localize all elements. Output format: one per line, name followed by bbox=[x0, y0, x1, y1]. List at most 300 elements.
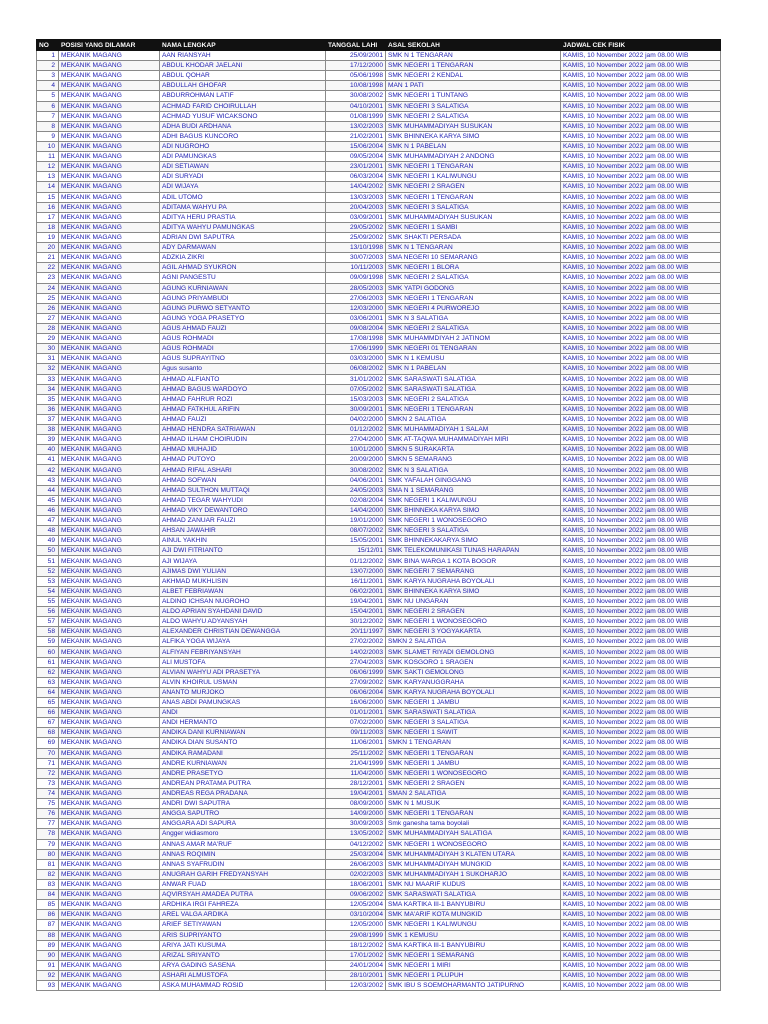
cell-schedule: KAMIS, 10 November 2022 jam 08.00 WIB bbox=[561, 758, 721, 768]
cell-birth-date: 09/08/2004 bbox=[326, 323, 386, 333]
table-row bbox=[37, 778, 721, 788]
cell-birth-date: 01/12/2002 bbox=[326, 556, 386, 566]
table-row bbox=[37, 111, 721, 121]
cell-full-name: ADI SURYADI bbox=[160, 172, 326, 182]
cell-position: MEKANIK MAGANG bbox=[59, 334, 160, 344]
table-row bbox=[37, 607, 721, 617]
cell-full-name: ANDI HERMANTO bbox=[160, 718, 326, 728]
cell-position: MEKANIK MAGANG bbox=[59, 192, 160, 202]
cell-school: SMK MUHAMMADIYAH MUNGKID bbox=[386, 859, 561, 869]
cell-birth-date: 16/06/2000 bbox=[326, 698, 386, 708]
cell-birth-date: 15/06/2004 bbox=[326, 141, 386, 151]
cell-full-name: AHMAD HENDRA SATRIAWAN bbox=[160, 425, 326, 435]
table-row bbox=[37, 182, 721, 192]
table-row bbox=[37, 212, 721, 222]
cell-birth-date: 03/09/2001 bbox=[326, 212, 386, 222]
cell-no: 51 bbox=[37, 556, 59, 566]
cell-birth-date: 28/10/2001 bbox=[326, 970, 386, 980]
cell-full-name: AHMAD ZANUAR FAUZI bbox=[160, 516, 326, 526]
cell-schedule: KAMIS, 10 November 2022 jam 08.00 WIB bbox=[561, 607, 721, 617]
table-row bbox=[37, 748, 721, 758]
cell-schedule: KAMIS, 10 November 2022 jam 08.00 WIB bbox=[561, 111, 721, 121]
cell-schedule: KAMIS, 10 November 2022 jam 08.00 WIB bbox=[561, 546, 721, 556]
cell-position: MEKANIK MAGANG bbox=[59, 202, 160, 212]
cell-full-name: ADZKIA ZIKRI bbox=[160, 253, 326, 263]
table-row bbox=[37, 243, 721, 253]
cell-school: SMK AT-TAQWA MUHAMMADIYAH MIRI bbox=[386, 435, 561, 445]
cell-schedule: KAMIS, 10 November 2022 jam 08.00 WIB bbox=[561, 900, 721, 910]
cell-position: MEKANIK MAGANG bbox=[59, 384, 160, 394]
cell-schedule: KAMIS, 10 November 2022 jam 08.00 WIB bbox=[561, 687, 721, 697]
cell-birth-date: 31/01/2002 bbox=[326, 374, 386, 384]
cell-position: MEKANIK MAGANG bbox=[59, 819, 160, 829]
cell-birth-date: 17/06/1999 bbox=[326, 344, 386, 354]
cell-birth-date: 15/04/2001 bbox=[326, 607, 386, 617]
cell-birth-date: 11/04/2000 bbox=[326, 768, 386, 778]
cell-position: MEKANIK MAGANG bbox=[59, 718, 160, 728]
cell-school: SMK MUHAMMDIYAH 2 JATINOM bbox=[386, 334, 561, 344]
cell-school: SMK NEGERI 2 SRAGEN bbox=[386, 607, 561, 617]
cell-birth-date: 14/04/2002 bbox=[326, 182, 386, 192]
table-row bbox=[37, 576, 721, 586]
cell-position: MEKANIK MAGANG bbox=[59, 374, 160, 384]
cell-schedule: KAMIS, 10 November 2022 jam 08.00 WIB bbox=[561, 809, 721, 819]
cell-full-name: ANDIKA RAMADANI bbox=[160, 748, 326, 758]
cell-school: SMK NEGERI 1 KALIWUNGU bbox=[386, 495, 561, 505]
table-row bbox=[37, 758, 721, 768]
table-row bbox=[37, 141, 721, 151]
cell-full-name: ADITYA HERU PRASTIA bbox=[160, 212, 326, 222]
cell-full-name: ANDIKA DANI KURNIAWAN bbox=[160, 728, 326, 738]
cell-birth-date: 03/03/2000 bbox=[326, 354, 386, 364]
cell-birth-date: 19/04/2001 bbox=[326, 596, 386, 606]
cell-school: SMK SARASWATI SALATIGA bbox=[386, 384, 561, 394]
cell-birth-date: 27/06/2003 bbox=[326, 293, 386, 303]
cell-school: SMK KARYA NUGRAHA BOYOLALI bbox=[386, 576, 561, 586]
cell-birth-date: 25/09/2002 bbox=[326, 232, 386, 242]
cell-schedule: KAMIS, 10 November 2022 jam 08.00 WIB bbox=[561, 364, 721, 374]
cell-full-name: AHSAN JAWAHIR bbox=[160, 526, 326, 536]
table-row bbox=[37, 425, 721, 435]
cell-school: SMK NEGERI 1 TENGARAN bbox=[386, 293, 561, 303]
cell-position: MEKANIK MAGANG bbox=[59, 768, 160, 778]
cell-full-name: AQVIRSYAH AMADEA PUTRA bbox=[160, 890, 326, 900]
cell-schedule: KAMIS, 10 November 2022 jam 08.00 WIB bbox=[561, 303, 721, 313]
cell-full-name: ARDHIKA IRGI FAHREZA bbox=[160, 900, 326, 910]
table-row bbox=[37, 981, 721, 991]
cell-schedule: KAMIS, 10 November 2022 jam 08.00 WIB bbox=[561, 981, 721, 991]
cell-full-name: AGUNG KURNIAWAN bbox=[160, 283, 326, 293]
cell-full-name: ABDUL QOHAR bbox=[160, 71, 326, 81]
cell-birth-date: 13/03/2003 bbox=[326, 192, 386, 202]
cell-no: 93 bbox=[37, 981, 59, 991]
cell-schedule: KAMIS, 10 November 2022 jam 08.00 WIB bbox=[561, 445, 721, 455]
cell-schedule: KAMIS, 10 November 2022 jam 08.00 WIB bbox=[561, 920, 721, 930]
cell-birth-date: 04/06/2001 bbox=[326, 475, 386, 485]
cell-schedule: KAMIS, 10 November 2022 jam 08.00 WIB bbox=[561, 81, 721, 91]
cell-no: 75 bbox=[37, 799, 59, 809]
cell-school: SMK NEGERI 2 SALATIGA bbox=[386, 111, 561, 121]
table-row bbox=[37, 546, 721, 556]
cell-schedule: KAMIS, 10 November 2022 jam 08.00 WIB bbox=[561, 617, 721, 627]
cell-position: MEKANIK MAGANG bbox=[59, 839, 160, 849]
table-row bbox=[37, 849, 721, 859]
cell-birth-date: 12/03/2002 bbox=[326, 981, 386, 991]
cell-position: MEKANIK MAGANG bbox=[59, 354, 160, 364]
cell-position: MEKANIK MAGANG bbox=[59, 829, 160, 839]
cell-no: 18 bbox=[37, 222, 59, 232]
cell-schedule: KAMIS, 10 November 2022 jam 08.00 WIB bbox=[561, 61, 721, 71]
table-row bbox=[37, 910, 721, 920]
table-row bbox=[37, 404, 721, 414]
table-row bbox=[37, 879, 721, 889]
cell-schedule: KAMIS, 10 November 2022 jam 08.00 WIB bbox=[561, 960, 721, 970]
table-row bbox=[37, 303, 721, 313]
cell-schedule: KAMIS, 10 November 2022 jam 08.00 WIB bbox=[561, 647, 721, 657]
cell-school: SMA NEGERI 10 SEMARANG bbox=[386, 253, 561, 263]
cell-full-name: AJI WIJAYA bbox=[160, 556, 326, 566]
cell-full-name: ANANTO MURJOKO bbox=[160, 687, 326, 697]
cell-position: MEKANIK MAGANG bbox=[59, 667, 160, 677]
table-row bbox=[37, 960, 721, 970]
cell-birth-date: 10/11/2003 bbox=[326, 263, 386, 273]
cell-schedule: KAMIS, 10 November 2022 jam 08.00 WIB bbox=[561, 738, 721, 748]
cell-birth-date: 17/01/2002 bbox=[326, 950, 386, 960]
cell-school: SMKN 1 TENGARAN bbox=[386, 738, 561, 748]
table-row bbox=[37, 51, 721, 61]
table-row bbox=[37, 788, 721, 798]
cell-position: MEKANIK MAGANG bbox=[59, 708, 160, 718]
table-row bbox=[37, 172, 721, 182]
cell-position: MEKANIK MAGANG bbox=[59, 698, 160, 708]
cell-birth-date: 01/01/2001 bbox=[326, 708, 386, 718]
cell-full-name: ADHA BUDI ARDHANA bbox=[160, 121, 326, 131]
cell-schedule: KAMIS, 10 November 2022 jam 08.00 WIB bbox=[561, 576, 721, 586]
cell-full-name: AGUNG PRIYAMBUDI bbox=[160, 293, 326, 303]
cell-no: 87 bbox=[37, 920, 59, 930]
cell-no: 1 bbox=[37, 51, 59, 61]
cell-birth-date: 20/04/2003 bbox=[326, 202, 386, 212]
cell-school: SMK N 3 SALATIGA bbox=[386, 313, 561, 323]
cell-no: 69 bbox=[37, 738, 59, 748]
cell-full-name: ANGGARA ADI SAPURA bbox=[160, 819, 326, 829]
cell-no: 21 bbox=[37, 253, 59, 263]
cell-position: MEKANIK MAGANG bbox=[59, 131, 160, 141]
table-row bbox=[37, 131, 721, 141]
cell-no: 48 bbox=[37, 526, 59, 536]
table-row bbox=[37, 677, 721, 687]
cell-full-name: AJI DWI FITRIANTO bbox=[160, 546, 326, 556]
cell-position: MEKANIK MAGANG bbox=[59, 890, 160, 900]
header-position: POSISI YANG DILAMAR bbox=[59, 40, 160, 51]
cell-position: MEKANIK MAGANG bbox=[59, 505, 160, 515]
cell-schedule: KAMIS, 10 November 2022 jam 08.00 WIB bbox=[561, 778, 721, 788]
header-birth-date: TANGGAL LAHI bbox=[326, 40, 386, 51]
cell-full-name: ADITAMA WAHYU PA bbox=[160, 202, 326, 212]
cell-position: MEKANIK MAGANG bbox=[59, 222, 160, 232]
cell-no: 16 bbox=[37, 202, 59, 212]
cell-position: MEKANIK MAGANG bbox=[59, 970, 160, 980]
cell-position: MEKANIK MAGANG bbox=[59, 293, 160, 303]
table-row bbox=[37, 667, 721, 677]
cell-school: SMK NEGERI 1 BLORA bbox=[386, 263, 561, 273]
cell-schedule: KAMIS, 10 November 2022 jam 08.00 WIB bbox=[561, 869, 721, 879]
cell-position: MEKANIK MAGANG bbox=[59, 283, 160, 293]
cell-position: MEKANIK MAGANG bbox=[59, 495, 160, 505]
cell-school: SMK BHINNEKAKARYA SIMO bbox=[386, 536, 561, 546]
cell-position: MEKANIK MAGANG bbox=[59, 182, 160, 192]
header-no: NO bbox=[37, 40, 59, 51]
cell-position: MEKANIK MAGANG bbox=[59, 172, 160, 182]
cell-position: MEKANIK MAGANG bbox=[59, 212, 160, 222]
cell-no: 19 bbox=[37, 232, 59, 242]
table-header-row bbox=[37, 40, 721, 51]
cell-schedule: KAMIS, 10 November 2022 jam 08.00 WIB bbox=[561, 354, 721, 364]
cell-school: SMK NEGERI 1 TENGARAN bbox=[386, 809, 561, 819]
cell-schedule: KAMIS, 10 November 2022 jam 08.00 WIB bbox=[561, 475, 721, 485]
table-row bbox=[37, 900, 721, 910]
cell-no: 8 bbox=[37, 121, 59, 131]
cell-schedule: KAMIS, 10 November 2022 jam 08.00 WIB bbox=[561, 232, 721, 242]
cell-school: SMK NEGERI 2 SRAGEN bbox=[386, 778, 561, 788]
cell-school: SMK NEGERI 3 YOGYAKARTA bbox=[386, 627, 561, 637]
cell-schedule: KAMIS, 10 November 2022 jam 08.00 WIB bbox=[561, 556, 721, 566]
cell-position: MEKANIK MAGANG bbox=[59, 930, 160, 940]
cell-no: 88 bbox=[37, 930, 59, 940]
cell-full-name: ANDRI DWI SAPUTRA bbox=[160, 799, 326, 809]
cell-no: 38 bbox=[37, 425, 59, 435]
cell-school: SMK MUHAMMADIYAH SALATIGA bbox=[386, 829, 561, 839]
cell-position: MEKANIK MAGANG bbox=[59, 121, 160, 131]
cell-school: SMK N 1 TENGARAN bbox=[386, 51, 561, 61]
cell-no: 63 bbox=[37, 677, 59, 687]
cell-school: SMK YATPI GODONG bbox=[386, 283, 561, 293]
cell-school: SMK NEGERI 4 PURWOREJO bbox=[386, 303, 561, 313]
table-row bbox=[37, 61, 721, 71]
cell-position: MEKANIK MAGANG bbox=[59, 253, 160, 263]
cell-school: SMK NEGERI 2 SALATIGA bbox=[386, 273, 561, 283]
cell-position: MEKANIK MAGANG bbox=[59, 344, 160, 354]
cell-birth-date: 18/12/2002 bbox=[326, 940, 386, 950]
cell-position: MEKANIK MAGANG bbox=[59, 323, 160, 333]
table-row bbox=[37, 354, 721, 364]
cell-schedule: KAMIS, 10 November 2022 jam 08.00 WIB bbox=[561, 748, 721, 758]
cell-birth-date: 30/08/2002 bbox=[326, 465, 386, 475]
cell-school: SMA N 1 SEMARANG bbox=[386, 485, 561, 495]
cell-no: 91 bbox=[37, 960, 59, 970]
header-schedule: JADWAL CEK FISIK bbox=[561, 40, 721, 51]
cell-no: 76 bbox=[37, 809, 59, 819]
cell-schedule: KAMIS, 10 November 2022 jam 08.00 WIB bbox=[561, 131, 721, 141]
table-row bbox=[37, 596, 721, 606]
cell-position: MEKANIK MAGANG bbox=[59, 101, 160, 111]
table-row bbox=[37, 738, 721, 748]
cell-schedule: KAMIS, 10 November 2022 jam 08.00 WIB bbox=[561, 384, 721, 394]
table-row bbox=[37, 162, 721, 172]
cell-birth-date: 27/02/2002 bbox=[326, 637, 386, 647]
cell-school: SMK NEGERI 1 WONOSEGORO bbox=[386, 839, 561, 849]
cell-no: 23 bbox=[37, 273, 59, 283]
candidate-table bbox=[36, 39, 721, 991]
cell-schedule: KAMIS, 10 November 2022 jam 08.00 WIB bbox=[561, 566, 721, 576]
cell-no: 53 bbox=[37, 576, 59, 586]
cell-schedule: KAMIS, 10 November 2022 jam 08.00 WIB bbox=[561, 667, 721, 677]
cell-no: 29 bbox=[37, 334, 59, 344]
cell-no: 17 bbox=[37, 212, 59, 222]
cell-birth-date: 04/10/2001 bbox=[326, 101, 386, 111]
table-row bbox=[37, 526, 721, 536]
cell-birth-date: 06/06/1999 bbox=[326, 667, 386, 677]
cell-no: 40 bbox=[37, 445, 59, 455]
cell-full-name: ABDULLAH GHOFAR bbox=[160, 81, 326, 91]
cell-no: 71 bbox=[37, 758, 59, 768]
cell-schedule: KAMIS, 10 November 2022 jam 08.00 WIB bbox=[561, 637, 721, 647]
cell-position: MEKANIK MAGANG bbox=[59, 788, 160, 798]
cell-birth-date: 04/02/2000 bbox=[326, 414, 386, 424]
table-row bbox=[37, 475, 721, 485]
header-full-name: NAMA LENGKAP bbox=[160, 40, 326, 51]
table-row bbox=[37, 516, 721, 526]
cell-position: MEKANIK MAGANG bbox=[59, 394, 160, 404]
cell-position: MEKANIK MAGANG bbox=[59, 566, 160, 576]
cell-no: 65 bbox=[37, 698, 59, 708]
table-row bbox=[37, 384, 721, 394]
table-row bbox=[37, 263, 721, 273]
table-row bbox=[37, 394, 721, 404]
cell-birth-date: 21/04/1999 bbox=[326, 758, 386, 768]
cell-birth-date: 14/09/2000 bbox=[326, 809, 386, 819]
cell-full-name: AHMAD BAGUS WARDOYO bbox=[160, 384, 326, 394]
cell-full-name: AHMAD ALFIANTO bbox=[160, 374, 326, 384]
table-row bbox=[37, 465, 721, 475]
table-row bbox=[37, 768, 721, 778]
cell-schedule: KAMIS, 10 November 2022 jam 08.00 WIB bbox=[561, 425, 721, 435]
cell-schedule: KAMIS, 10 November 2022 jam 08.00 WIB bbox=[561, 839, 721, 849]
cell-full-name: ANDRE KURNIAWAN bbox=[160, 758, 326, 768]
cell-schedule: KAMIS, 10 November 2022 jam 08.00 WIB bbox=[561, 596, 721, 606]
cell-birth-date: 06/08/2002 bbox=[326, 364, 386, 374]
table-row bbox=[37, 920, 721, 930]
cell-full-name: AREL VALGA ARDIKA bbox=[160, 910, 326, 920]
cell-position: MEKANIK MAGANG bbox=[59, 455, 160, 465]
cell-school: SMK SARASWATI SALATIGA bbox=[386, 708, 561, 718]
cell-no: 42 bbox=[37, 465, 59, 475]
cell-schedule: KAMIS, 10 November 2022 jam 08.00 WIB bbox=[561, 495, 721, 505]
cell-position: MEKANIK MAGANG bbox=[59, 232, 160, 242]
cell-schedule: KAMIS, 10 November 2022 jam 08.00 WIB bbox=[561, 192, 721, 202]
cell-no: 45 bbox=[37, 495, 59, 505]
cell-full-name: ALBET FEBRIAWAN bbox=[160, 586, 326, 596]
cell-no: 34 bbox=[37, 384, 59, 394]
cell-schedule: KAMIS, 10 November 2022 jam 08.00 WIB bbox=[561, 414, 721, 424]
cell-position: MEKANIK MAGANG bbox=[59, 536, 160, 546]
table-row bbox=[37, 799, 721, 809]
cell-school: SMK NEGERI 3 SALATIGA bbox=[386, 526, 561, 536]
cell-school: SMK NEGERI 1 WONOSEGORO bbox=[386, 768, 561, 778]
cell-no: 82 bbox=[37, 869, 59, 879]
cell-position: MEKANIK MAGANG bbox=[59, 313, 160, 323]
cell-schedule: KAMIS, 10 November 2022 jam 08.00 WIB bbox=[561, 172, 721, 182]
cell-position: MEKANIK MAGANG bbox=[59, 546, 160, 556]
cell-schedule: KAMIS, 10 November 2022 jam 08.00 WIB bbox=[561, 526, 721, 536]
cell-birth-date: 01/08/1999 bbox=[326, 111, 386, 121]
table-row bbox=[37, 202, 721, 212]
cell-schedule: KAMIS, 10 November 2022 jam 08.00 WIB bbox=[561, 930, 721, 940]
cell-schedule: KAMIS, 10 November 2022 jam 08.00 WIB bbox=[561, 71, 721, 81]
cell-full-name: ASHARI ALMUSTOFA bbox=[160, 970, 326, 980]
cell-school: SMK NEGERI 1 SAWIT bbox=[386, 728, 561, 738]
cell-no: 41 bbox=[37, 455, 59, 465]
cell-position: MEKANIK MAGANG bbox=[59, 364, 160, 374]
table-row bbox=[37, 687, 721, 697]
cell-position: MEKANIK MAGANG bbox=[59, 556, 160, 566]
cell-full-name: ADI WIJAYA bbox=[160, 182, 326, 192]
cell-full-name: ALDO APRIAN SYAHDANI DAVID bbox=[160, 607, 326, 617]
cell-schedule: KAMIS, 10 November 2022 jam 08.00 WIB bbox=[561, 536, 721, 546]
cell-school: SMK BINA WARGA 1 KOTA BOGOR bbox=[386, 556, 561, 566]
table-row bbox=[37, 232, 721, 242]
cell-no: 57 bbox=[37, 617, 59, 627]
table-row bbox=[37, 647, 721, 657]
cell-full-name: AHMAD ILHAM CHOIRUDIN bbox=[160, 435, 326, 445]
cell-school: SMK YAFALAH GINGGANG bbox=[386, 475, 561, 485]
cell-school: SMK N 3 SALATIGA bbox=[386, 465, 561, 475]
cell-no: 79 bbox=[37, 839, 59, 849]
cell-full-name: ACHMAD FARID CHOIRULLAH bbox=[160, 101, 326, 111]
cell-school: SMKN 5 SEMARANG bbox=[386, 455, 561, 465]
cell-full-name: ANAS ABDI PAMUNGKAS bbox=[160, 698, 326, 708]
cell-no: 15 bbox=[37, 192, 59, 202]
cell-school: SMK MUHAMMADIYAH SUSUKAN bbox=[386, 121, 561, 131]
cell-no: 33 bbox=[37, 374, 59, 384]
cell-school: SMK NU MAARIF KUDUS bbox=[386, 879, 561, 889]
cell-no: 49 bbox=[37, 536, 59, 546]
table-row bbox=[37, 586, 721, 596]
cell-birth-date: 09/09/1998 bbox=[326, 273, 386, 283]
cell-no: 4 bbox=[37, 81, 59, 91]
cell-no: 73 bbox=[37, 778, 59, 788]
cell-birth-date: 19/01/2000 bbox=[326, 516, 386, 526]
cell-schedule: KAMIS, 10 November 2022 jam 08.00 WIB bbox=[561, 243, 721, 253]
cell-birth-date: 27/04/2003 bbox=[326, 657, 386, 667]
cell-no: 78 bbox=[37, 829, 59, 839]
cell-schedule: KAMIS, 10 November 2022 jam 08.00 WIB bbox=[561, 970, 721, 980]
cell-birth-date: 10/01/2000 bbox=[326, 445, 386, 455]
cell-full-name: ANUGRAH GARIH FREDYANSYAH bbox=[160, 869, 326, 879]
cell-no: 72 bbox=[37, 768, 59, 778]
cell-schedule: KAMIS, 10 November 2022 jam 08.00 WIB bbox=[561, 657, 721, 667]
cell-schedule: KAMIS, 10 November 2022 jam 08.00 WIB bbox=[561, 273, 721, 283]
cell-schedule: KAMIS, 10 November 2022 jam 08.00 WIB bbox=[561, 819, 721, 829]
cell-schedule: KAMIS, 10 November 2022 jam 08.00 WIB bbox=[561, 51, 721, 61]
cell-birth-date: 02/08/2004 bbox=[326, 495, 386, 505]
cell-position: MEKANIK MAGANG bbox=[59, 920, 160, 930]
cell-position: MEKANIK MAGANG bbox=[59, 981, 160, 991]
cell-schedule: KAMIS, 10 November 2022 jam 08.00 WIB bbox=[561, 101, 721, 111]
cell-birth-date: 10/08/1998 bbox=[326, 81, 386, 91]
cell-full-name: AHMAD SOFWAN bbox=[160, 475, 326, 485]
cell-full-name: Agus susanto bbox=[160, 364, 326, 374]
cell-school: SMAN 2 SALATIGA bbox=[386, 788, 561, 798]
cell-schedule: KAMIS, 10 November 2022 jam 08.00 WIB bbox=[561, 91, 721, 101]
cell-position: MEKANIK MAGANG bbox=[59, 91, 160, 101]
cell-full-name: ARIS SUPRIYANTO bbox=[160, 930, 326, 940]
cell-birth-date: 29/08/1999 bbox=[326, 930, 386, 940]
cell-birth-date: 01/12/2002 bbox=[326, 425, 386, 435]
cell-birth-date: 21/02/2001 bbox=[326, 131, 386, 141]
cell-birth-date: 17/08/1998 bbox=[326, 334, 386, 344]
cell-no: 54 bbox=[37, 586, 59, 596]
